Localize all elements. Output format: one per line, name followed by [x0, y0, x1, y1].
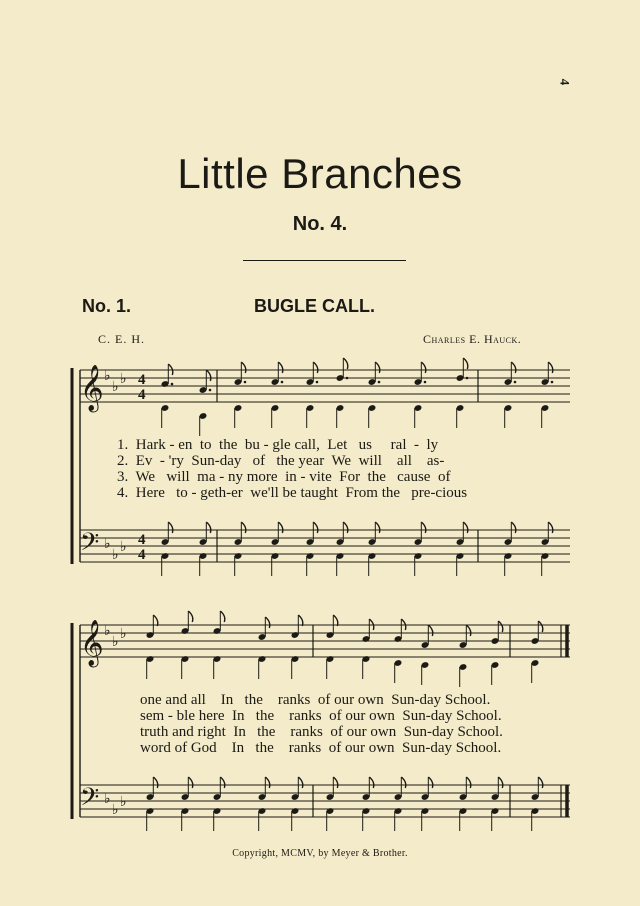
note-dot	[424, 381, 427, 384]
note-flag	[206, 370, 211, 381]
note-dot	[209, 389, 212, 392]
note-flag	[369, 777, 374, 788]
lyric-line: truth and right In the ranks of our own Sun-day School.	[140, 724, 503, 740]
lyric-line: 4. Here to - geth-er we'll be taught From the pre-cious	[117, 485, 468, 501]
flat-sign: ♭	[112, 634, 119, 650]
hymn-number: No. 1.	[82, 296, 132, 316]
note-flag	[343, 358, 348, 369]
flat-sign: ♭	[112, 547, 119, 563]
copyright-notice: Copyright, MCMV, by Meyer & Brother.	[232, 848, 408, 859]
note-flag	[278, 362, 283, 373]
note-flag	[153, 777, 158, 788]
composer-credit: Charles E. Hauck.	[423, 332, 522, 346]
lyric-line: sem - ble here In the ranks of our own Sun-day School.	[140, 708, 502, 724]
note-flag	[428, 625, 433, 636]
flat-sign: ♭	[120, 626, 127, 642]
lyric-line: 3. We will ma - ny more in - vite For the cause of	[117, 469, 451, 485]
note-flag	[343, 522, 348, 533]
note-flag	[375, 362, 380, 373]
flat-sign: ♭	[104, 623, 111, 639]
note-flag	[188, 611, 193, 622]
note-dot	[378, 381, 381, 384]
note-flag	[333, 615, 338, 626]
page-number-mark: 4	[557, 78, 573, 86]
flat-sign: ♭	[104, 791, 111, 807]
lyricist-credit: C. E. H.	[98, 332, 145, 346]
note-flag	[538, 621, 543, 632]
treble-clef: 𝄞	[80, 620, 104, 666]
hymn-title: BUGLE CALL.	[254, 296, 375, 316]
note-flag	[313, 362, 318, 373]
treble-clef: 𝄞	[80, 365, 104, 411]
note-dot	[316, 381, 319, 384]
note-flag	[421, 362, 426, 373]
note-flag	[298, 615, 303, 626]
note-flag	[220, 611, 225, 622]
note-flag	[206, 522, 211, 533]
bass-clef: 𝄢	[80, 783, 100, 818]
note-flag	[401, 777, 406, 788]
note-flag	[463, 522, 468, 533]
note-flag	[498, 777, 503, 788]
note-flag	[538, 777, 543, 788]
note-dot	[514, 381, 517, 384]
note-flag	[511, 522, 516, 533]
note-flag	[241, 362, 246, 373]
note-dot	[281, 381, 284, 384]
note-flag	[313, 522, 318, 533]
note-flag	[278, 522, 283, 533]
note-flag	[333, 777, 338, 788]
note-flag	[466, 777, 471, 788]
note-flag	[298, 777, 303, 788]
lyric-line: one and all In the ranks of our own Sun-day School.	[140, 692, 491, 708]
time-signature: 4	[138, 532, 146, 548]
note-flag	[265, 617, 270, 628]
note-dot	[551, 381, 554, 384]
time-signature: 4	[138, 372, 146, 388]
note-flag	[153, 615, 158, 626]
note-dot	[346, 377, 349, 380]
lyric-line: 2. Ev - 'ry Sun-day of the year We will all as-	[117, 453, 445, 469]
book-title: Little Branches	[177, 150, 463, 197]
flat-sign: ♭	[120, 371, 127, 387]
note-flag	[421, 522, 426, 533]
note-flag	[498, 621, 503, 632]
note-flag	[548, 522, 553, 533]
time-signature: 4	[138, 547, 146, 563]
note-flag	[548, 362, 553, 373]
book-subtitle: No. 4.	[292, 213, 348, 235]
note-flag	[241, 522, 246, 533]
note-flag	[188, 777, 193, 788]
time-signature: 4	[138, 387, 146, 403]
note-flag	[168, 522, 173, 533]
flat-sign: ♭	[120, 794, 127, 810]
note-flag	[511, 362, 516, 373]
note-flag	[220, 777, 225, 788]
flat-sign: ♭	[112, 379, 119, 395]
flat-sign: ♭	[112, 802, 119, 818]
note-flag	[466, 625, 471, 636]
note-flag	[265, 777, 270, 788]
note-dot	[244, 381, 247, 384]
note-dot	[466, 377, 469, 380]
note-flag	[428, 777, 433, 788]
flat-sign: ♭	[120, 539, 127, 555]
lyric-line: 1. Hark - en to the bu - gle call, Let us ral - ly	[117, 437, 439, 453]
note-flag	[375, 522, 380, 533]
bass-clef: 𝄢	[80, 528, 100, 563]
flat-sign: ♭	[104, 536, 111, 552]
flat-sign: ♭	[104, 368, 111, 384]
lyric-line: word of God In the ranks of our own Sun-day School.	[140, 740, 502, 756]
note-flag	[463, 358, 468, 369]
note-dot	[171, 383, 174, 386]
